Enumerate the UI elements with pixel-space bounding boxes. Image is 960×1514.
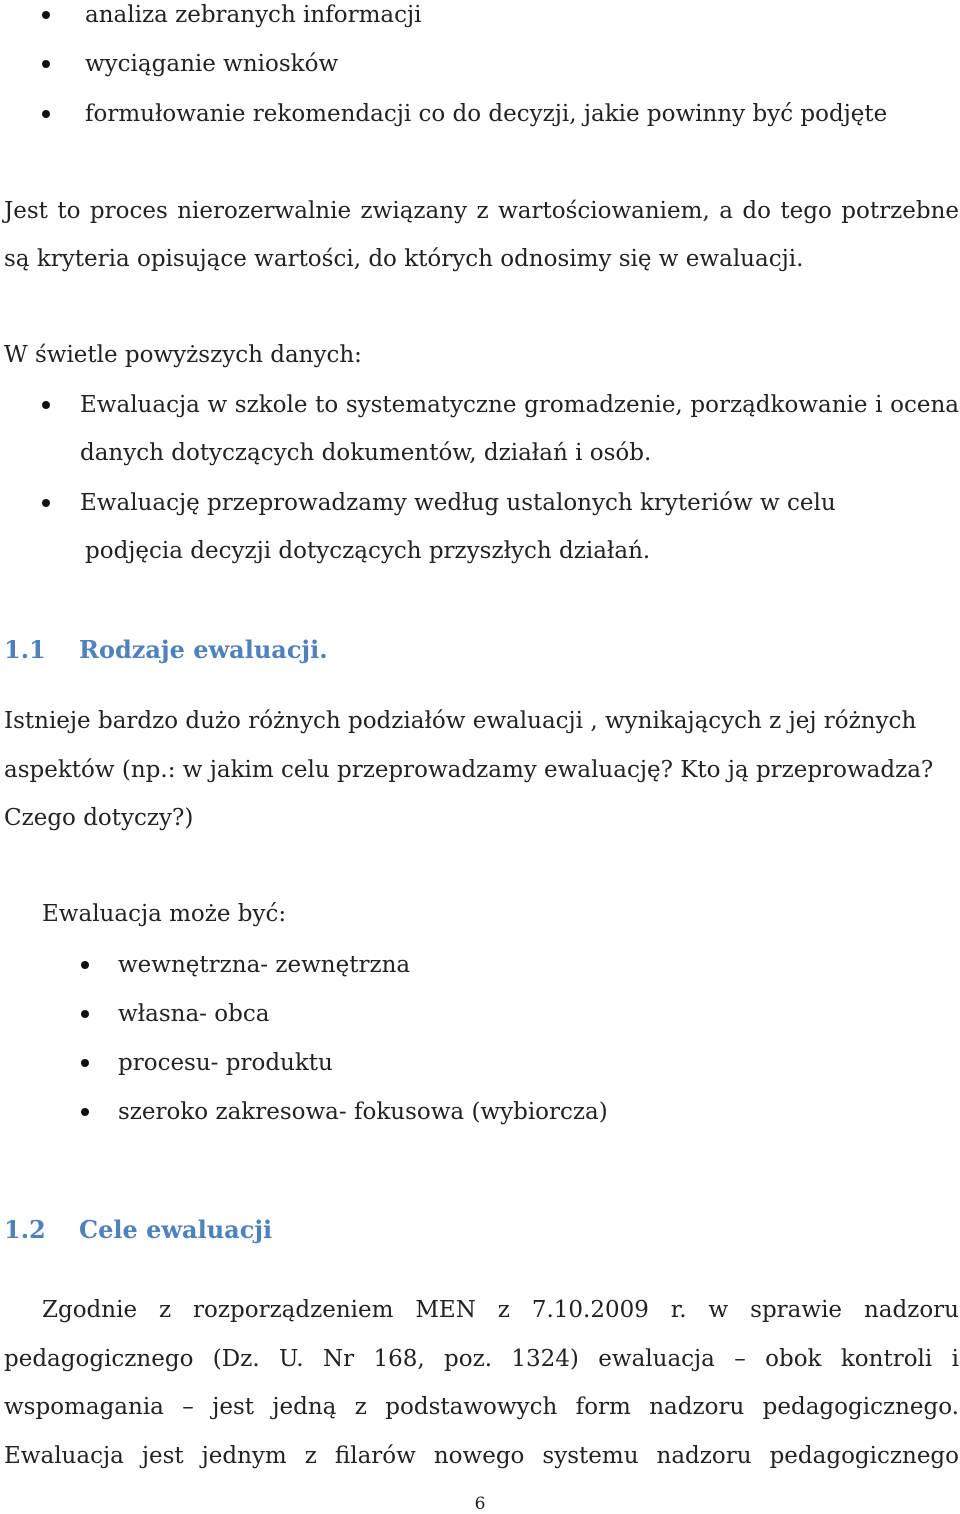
- paragraph-line: pedagogicznego (Dz. U. Nr 168, poz. 1324) ewaluacja – obok kontroli i: [4, 1346, 959, 1372]
- list-item: Ewaluację przeprowadzamy według ustalonych kryteriów w celu: [80, 490, 836, 516]
- list-item: wewnętrzna- zewnętrzna: [118, 952, 411, 978]
- list-item: analiza zebranych informacji: [85, 2, 422, 28]
- list-item: własna- obca: [118, 1001, 270, 1027]
- paragraph-line: Istnieje bardzo dużo różnych podziałów ewaluacji , wynikających z jej różnych: [4, 708, 917, 734]
- list-item-continuation: danych dotyczących dokumentów, działań i osób.: [80, 440, 652, 466]
- section-number: 1.2: [4, 1215, 46, 1244]
- paragraph-line: Czego dotyczy?): [4, 805, 194, 831]
- paragraph-line: są kryteria opisujące wartości, do których odnosimy się w ewaluacji.: [4, 246, 804, 272]
- bullet-icon: [81, 961, 89, 969]
- list-item: procesu- produktu: [118, 1050, 333, 1076]
- section-title: Rodzaje ewaluacji.: [79, 635, 328, 664]
- bullet-icon: [42, 11, 50, 19]
- section-title: Cele ewaluacji: [79, 1215, 273, 1244]
- bullet-icon: [81, 1059, 89, 1067]
- paragraph-line: wspomagania – jest jedną z podstawowych form nadzoru pedagogicznego.: [4, 1394, 959, 1420]
- paragraph-line: Jest to proces nierozerwalnie związany z wartościowaniem, a do tego potrzebne: [4, 198, 959, 224]
- bullet-icon: [42, 60, 50, 68]
- list-item: wyciąganie wniosków: [85, 51, 339, 77]
- bullet-icon: [42, 401, 50, 409]
- section-number: 1.1: [4, 635, 46, 664]
- list-item: formułowanie rekomendacji co do decyzji, jakie powinny być podjęte: [85, 101, 888, 127]
- bullet-icon: [81, 1010, 89, 1018]
- bullet-icon: [42, 110, 50, 118]
- list-item: szeroko zakresowa- fokusowa (wybiorcza): [118, 1099, 608, 1125]
- list-item: Ewaluacja w szkole to systematyczne gromadzenie, porządkowanie i ocena: [80, 392, 959, 418]
- paragraph-intro: Ewaluacja może być:: [42, 901, 287, 927]
- bullet-icon: [81, 1108, 89, 1116]
- list-item-continuation: podjęcia decyzji dotyczących przyszłych działań.: [85, 538, 651, 564]
- paragraph-line: Ewaluacja jest jednym z filarów nowego systemu nadzoru pedagogicznego: [4, 1443, 959, 1469]
- bullet-icon: [42, 499, 50, 507]
- paragraph-line: Zgodnie z rozporządzeniem MEN z 7.10.2009 r. w sprawie nadzoru: [42, 1297, 959, 1323]
- paragraph-line: aspektów (np.: w jakim celu przeprowadzamy ewaluację? Kto ją przeprowadza?: [4, 757, 934, 783]
- paragraph-intro: W świetle powyższych danych:: [4, 342, 362, 368]
- page-number: 6: [474, 1494, 486, 1514]
